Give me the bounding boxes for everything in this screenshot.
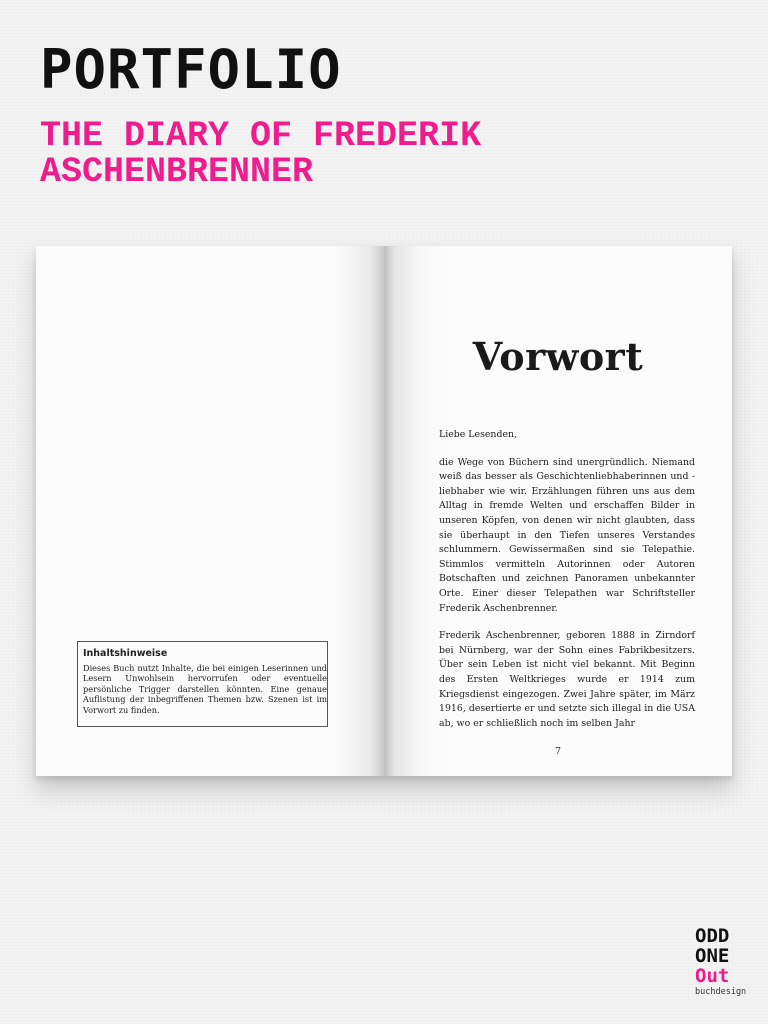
salutation: Liebe Lesenden, <box>439 429 518 440</box>
content-warning-title: Inhaltshinweise <box>83 648 168 659</box>
page-number: 7 <box>554 746 562 757</box>
body-paragraph: die Wege von Büchern sind unergründlich. Niemand weiß das besser als Geschichtenliebhaberinnen und -liebhaber wie wir. Erzählungen führen uns aus dem Alltag in fremde Welten und erschaffen Bilder in unseren Köpfen, von denen wir nicht glaubten, dass sie überhaupt in den Tiefen unseres Verstandes schlummern. Gewissermaßen sind sie Telepathie. Stimmlos vermitteln Autorinnen oder Autoren Botschaften und zeichnen Panoramen unbekannter Orte. Einer dieser Telepathen war Schriftsteller Frederik Aschenbrenner. <box>439 456 695 614</box>
content-warning-text: Dieses Buch nutzt Inhalte, die bei einigen Leserinnen und Lesern Unwohlsein hervorrufen oder eventuelle persönliche Trigger darstellen könnten. Eine genaue Auflistung der inbegriffenen Themen bzw. Szenen ist im Vorwort zu finden. <box>83 663 327 715</box>
left-page <box>36 246 384 776</box>
logo-line-out: Out <box>695 965 730 987</box>
right-page <box>384 246 732 776</box>
logo-line-odd: ODD <box>695 925 730 947</box>
chapter-title: Vorwort <box>472 334 644 379</box>
content-warning-box <box>77 641 328 727</box>
logo-tagline: buchdesign <box>695 987 747 997</box>
brand-logo <box>695 926 755 997</box>
open-book <box>36 246 732 776</box>
page-title: PORTFOLIO <box>40 38 342 101</box>
body-text <box>439 428 695 744</box>
body-paragraph: Frederik Aschenbrenner, geboren 1888 in Zirndorf bei Nürnberg, war der Sohn eines Fabrikbesitzers. Über sein Leben ist nicht viel bekannt. Mit Beginn des Ersten Weltkrieges wurde er 1914 zum Kriegsdienst eingezogen. Zwei Jahre später, im März 1916, desertierte er und setzte sich illegal in die USA ab, wo er schließlich noch im selben Jahr <box>439 630 695 729</box>
logo-line-one: ONE <box>695 945 730 967</box>
page-subtitle: THE DIARY OF FREDERIK ASCHENBRENNER <box>40 116 482 192</box>
